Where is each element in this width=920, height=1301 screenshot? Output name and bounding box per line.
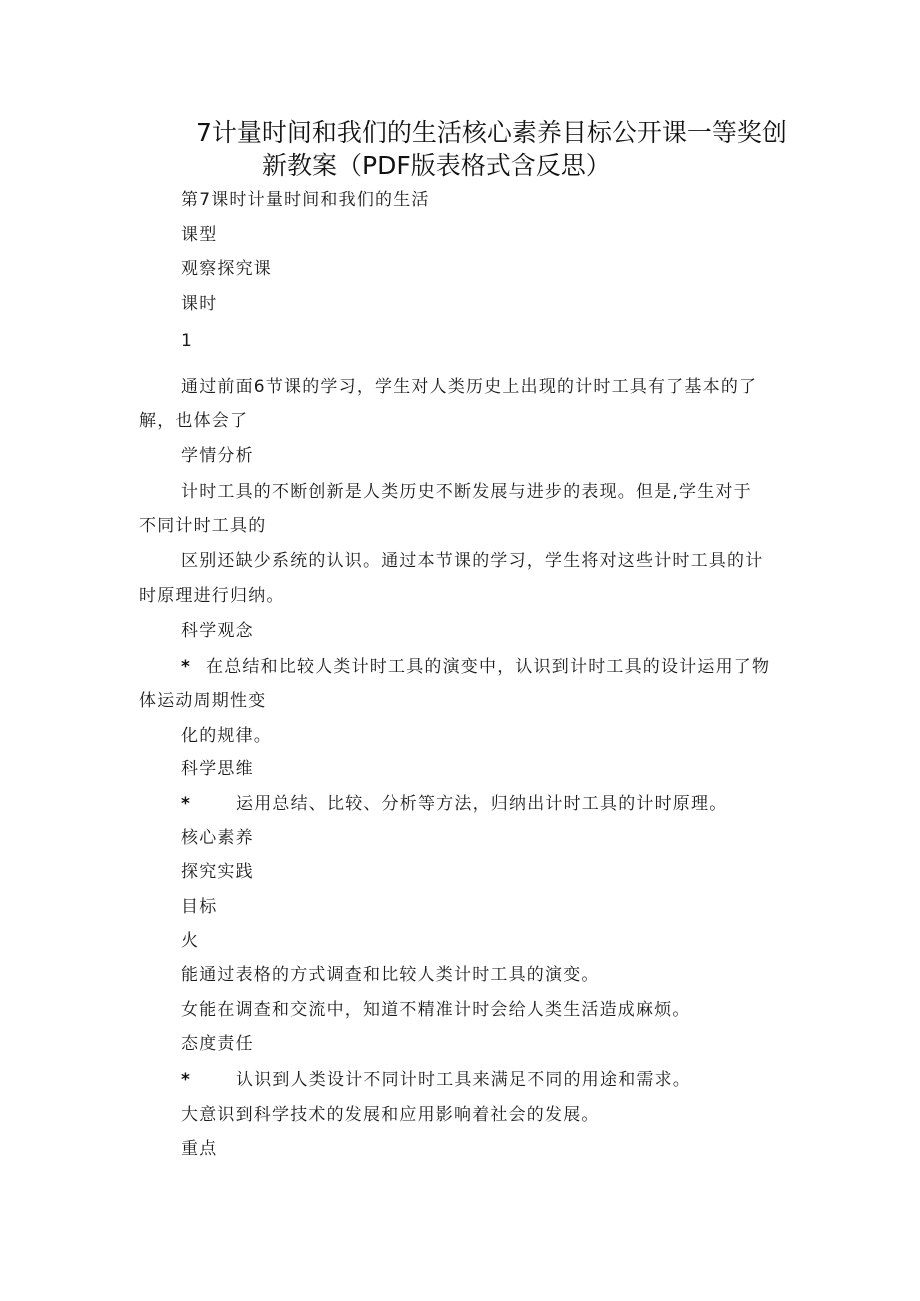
period-value: 1 xyxy=(181,331,194,351)
concept-item-line-c: 化的规律。 xyxy=(181,726,272,746)
bullet-marker: * xyxy=(181,657,190,677)
fire-mark: 火 xyxy=(181,931,200,951)
analysis-paragraph-2a: 计时工具的不断创新是人类历史不断发展与进步的表现。但是,学生对于 xyxy=(181,482,752,502)
period-label: 课时 xyxy=(181,294,218,314)
key-point-label: 重点 xyxy=(181,1139,218,1159)
analysis-paragraph-3a: 区别还缺少系统的认识。通过本节课的学习，学生将对这些计时工具的计 xyxy=(181,551,764,571)
thinking-label: 科学思维 xyxy=(181,759,254,779)
attitude-item-1: 认识到人类设计不同计时工具来满足不同的用途和需求。 xyxy=(236,1070,691,1090)
analysis-paragraph-1a: 通过前面6节课的学习，学生对人类历史上出现的计时工具有了基本的了 xyxy=(181,377,758,397)
bullet-marker: * xyxy=(181,1070,190,1090)
lesson-header: 第7课时计量时间和我们的生活 xyxy=(181,190,430,210)
lesson-type-label: 课型 xyxy=(181,225,218,245)
core-literacy-label: 核心素养 xyxy=(181,828,254,848)
analysis-paragraph-1b: 解，也体会了 xyxy=(139,411,249,431)
analysis-label: 学情分析 xyxy=(181,446,254,466)
concept-item-line-a: 在总结和比较人类计时工具的演变中，认识到计时工具的设计运用了物 xyxy=(206,657,771,677)
analysis-paragraph-2b: 不同计时工具的 xyxy=(139,516,267,536)
concept-item-line-b: 体运动周期性变 xyxy=(139,691,267,711)
analysis-paragraph-3b: 时原理进行归纳。 xyxy=(139,586,285,606)
lesson-type-value: 观察探究课 xyxy=(181,259,272,279)
title-line-2: 新教案（PDF版表格式含反思） xyxy=(262,151,611,180)
attitude-label: 态度责任 xyxy=(181,1034,254,1054)
goal-label: 目标 xyxy=(181,897,218,917)
practice-label: 探究实践 xyxy=(181,862,254,882)
practice-item-2: 女能在调查和交流中，知道不精准计时会给人类生活造成麻烦。 xyxy=(181,1000,691,1020)
thinking-item: 运用总结、比较、分析等方法，归纳出计时工具的计时原理。 xyxy=(236,794,728,814)
title-line-1: 7计量时间和我们的生活核心素养目标公开课一等奖创 xyxy=(196,118,787,147)
bullet-marker: * xyxy=(181,794,190,814)
concept-label: 科学观念 xyxy=(181,621,254,641)
practice-item-1: 能通过表格的方式调查和比较人类计时工具的演变。 xyxy=(181,965,600,985)
attitude-item-2: 大意识到科学技术的发展和应用影响着社会的发展。 xyxy=(181,1105,600,1125)
